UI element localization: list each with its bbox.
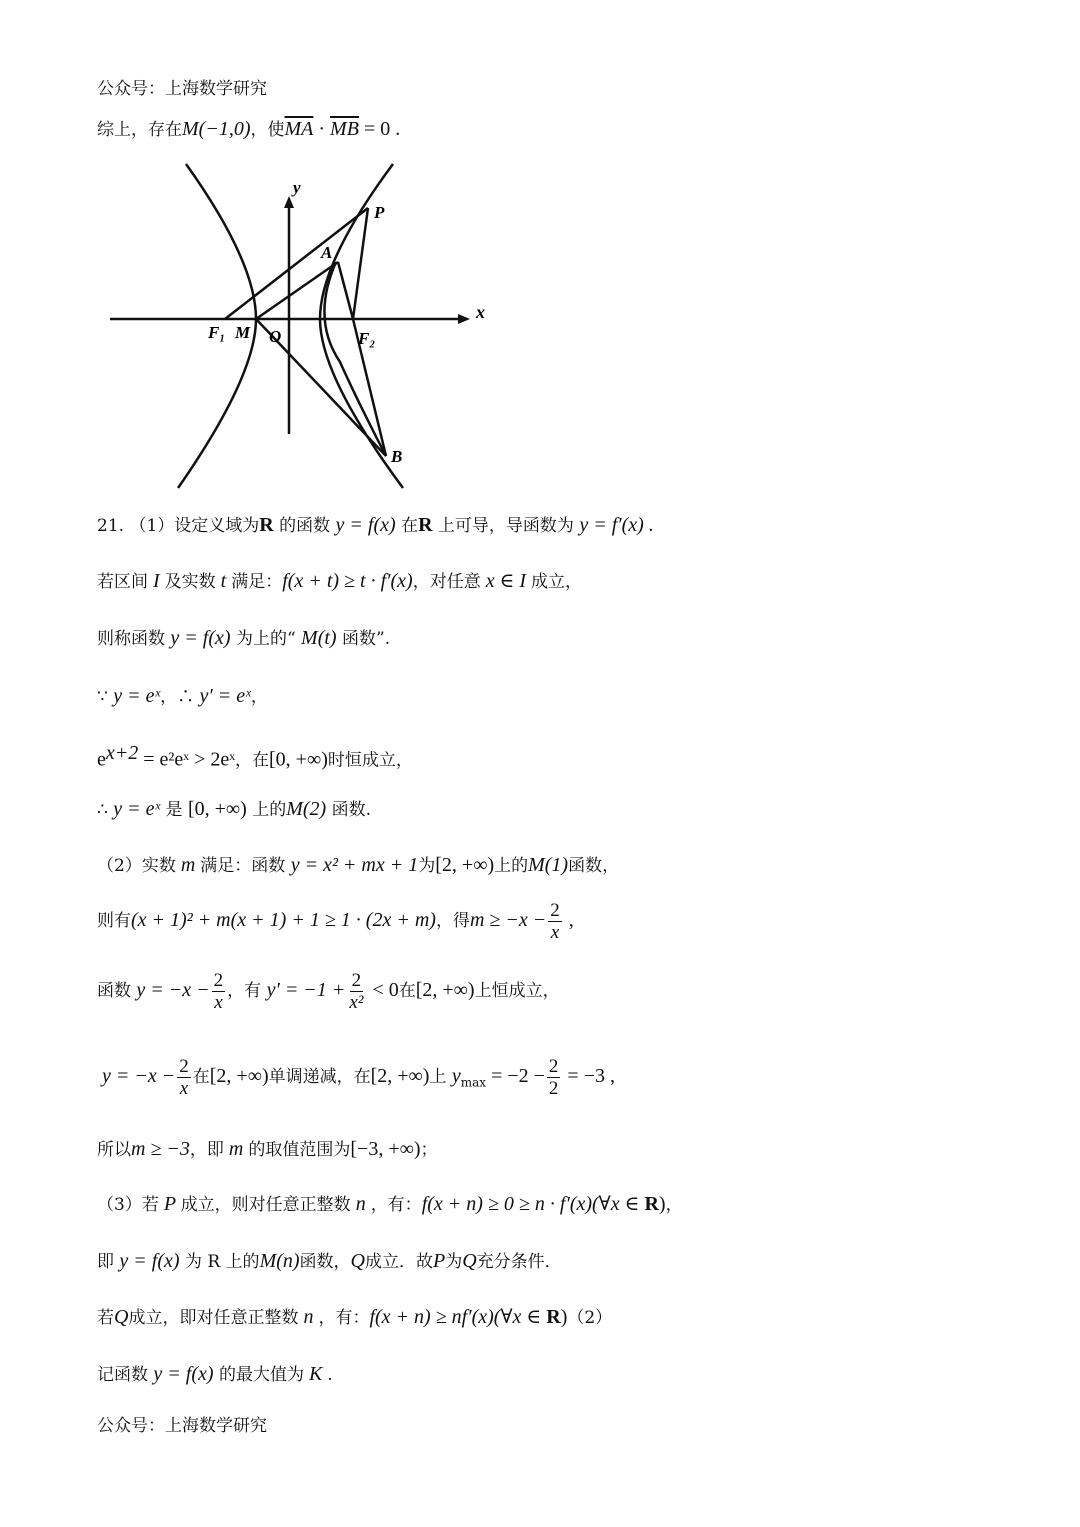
q21-line-8: 则有(x + 1)² + m(x + 1) + 1 ≥ 1 · (2x + m)，得m ≥ −x − $\frac{2}{x}$ , <box>97 900 574 943</box>
q21-line-12: （3）若 P 成立，则对任意正整数 n ，有：f(x + n) ≥ 0 ≥ n · f′(x)(∀x ∈ R)， <box>97 1193 683 1215</box>
vector-mb: $\overline{MB}$ <box>330 118 359 140</box>
page-header: 公众号：上海数学研究 <box>97 79 267 99</box>
label-y: y <box>293 178 301 197</box>
label-b: B <box>391 447 403 466</box>
q21-line-14: 若Q成立，即对任意正整数 n ，有：f(x + n) ≥ nf′(x)(∀x ∈ R)（2） <box>97 1306 613 1328</box>
q21-line-15: 记函数 y = f(x) 的最大值为 K . <box>97 1363 333 1385</box>
label-m: M <box>235 323 251 342</box>
label-a: A <box>321 243 333 262</box>
q21-line-5: $e^{x+2}$ = e²eˣ > 2eˣ，在[0, +∞)时恒成立， <box>97 742 413 771</box>
fraction: $\frac{2}{x}$ <box>179 1056 189 1099</box>
q21-line-2: 若区间 I 及实数 t 满足：f(x + t) ≥ t · f′(x)，对任意 x ∈ I 成立， <box>97 570 583 592</box>
segment-a-f2 <box>338 262 353 319</box>
segment-p-f2 <box>353 208 368 319</box>
q21-line-4: ∵ y = eˣ，∴ y′ = eˣ， <box>97 685 268 707</box>
q21-line-9: 函数 y = −x − $\frac{2}{x}$ ，有 y′ = −1 + $\frac{2}{\text{x²}}$ < 0在[2, +∞)上恒成立， <box>97 970 560 1013</box>
vector-ma: $\overline{MA}$ <box>284 118 314 140</box>
q21-line-13: 即 y = f(x) 为 R 上的M(n)函数，Q成立．故P为Q充分条件． <box>97 1250 562 1272</box>
fraction: $\frac{2}{\text{x²}}$ <box>349 970 364 1013</box>
q21-line-10: y = −x − $\frac{2}{x}$ 在[2, +∞)单调递减，在[2, +∞)上 $y_{max} = -2$ − $\frac{2}{2}$ = −3 , <box>102 1056 615 1099</box>
y-axis-arrow <box>284 196 294 208</box>
label-x: x <box>476 302 485 322</box>
x-axis-arrow <box>458 314 470 324</box>
point-m: M(−1,0) <box>182 118 251 140</box>
q21-line-11: 所以m ≥ −3，即 m 的取值范围为[−3, +∞)； <box>97 1138 438 1160</box>
hyperbola-figure <box>108 162 508 492</box>
summary-line: 综上，存在M(−1,0)，使$\overline{MA} \cdot \overline{MB} = 0$ . <box>97 118 401 140</box>
label-f2: F₂ <box>358 329 376 348</box>
label-o: O <box>269 327 282 346</box>
inner-curve <box>324 262 386 456</box>
segment-f1-p <box>225 208 368 319</box>
q21-line-7: （2）实数 m 满足：函数 y = x² + mx + 1为[2, +∞)上的M(1)函数， <box>97 854 620 876</box>
fraction: $\frac{2}{2}$ <box>548 1056 559 1099</box>
label-f1: F₁ <box>208 323 226 342</box>
page-footer: 公众号：上海数学研究 <box>97 1416 267 1436</box>
q21-line-1: 21. （1）设定义域为R 的函数 y = f(x) 在R 上可导，导函数为 y = f′(x) . <box>97 514 654 536</box>
q21-line-3: 则称函数 y = f(x) 为上的“ M(t) 函数”. <box>97 627 391 649</box>
fraction: $\frac{2}{x}$ <box>550 900 560 943</box>
label-p: P <box>374 203 385 222</box>
fraction: $\frac{2}{x}$ <box>213 970 224 1013</box>
q21-line-6: ∴ y = eˣ 是 [0, +∞) 上的M(2) 函数. <box>97 798 372 820</box>
